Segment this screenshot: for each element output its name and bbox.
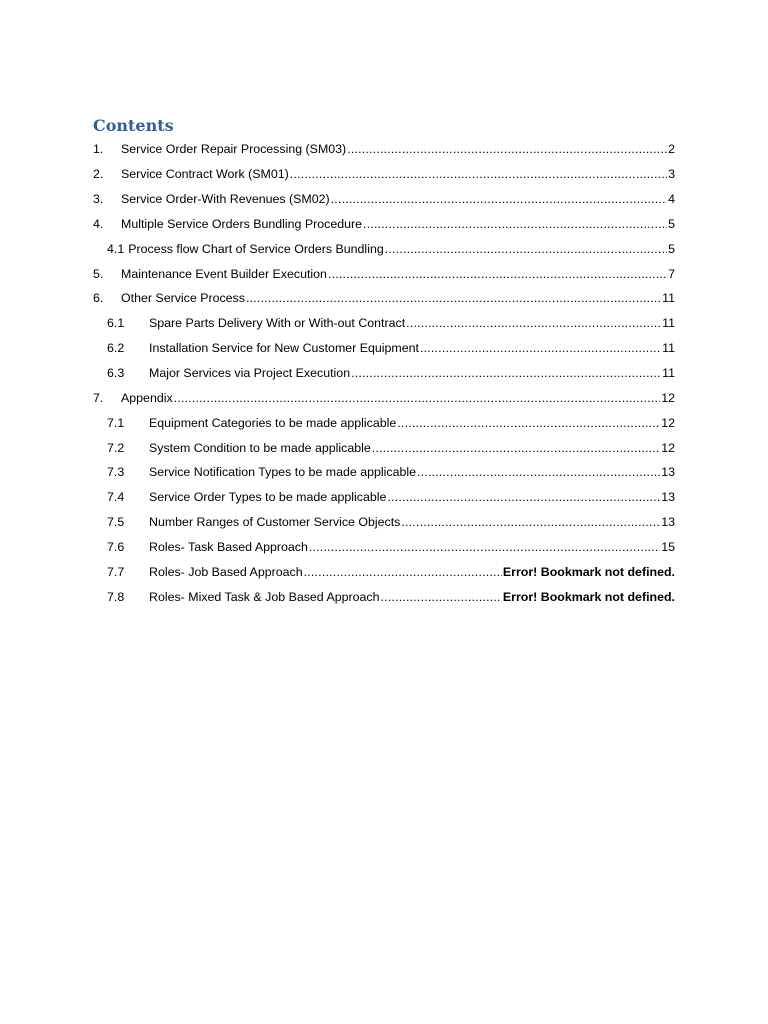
toc-entry-7-1[interactable]	[93, 410, 675, 435]
toc-dot-leader	[397, 416, 660, 430]
toc-entry-page: 13	[661, 490, 675, 505]
toc-entry-number: 1.	[93, 142, 104, 157]
toc-entry-7-5[interactable]	[93, 510, 675, 535]
toc-entry-number: 7.2	[107, 440, 125, 455]
toc-entry-number: 7.6	[107, 539, 125, 554]
toc-dot-leader	[328, 267, 667, 281]
toc-entry-6-1[interactable]	[93, 311, 675, 336]
toc-entry-3[interactable]	[93, 187, 675, 212]
toc-entry-number: 4.1	[107, 241, 125, 256]
toc-entry-number: 7.3	[107, 465, 125, 480]
toc-entry-page: 11	[662, 291, 675, 306]
toc-dot-leader	[385, 242, 667, 256]
toc-entry-page: 13	[661, 465, 675, 480]
toc-entry-page-error: Error! Bookmark not defined.	[502, 589, 675, 604]
toc-entry-7-8[interactable]	[93, 584, 675, 609]
toc-entry-7-7[interactable]	[93, 559, 675, 584]
toc-entry-page: 12	[661, 415, 675, 430]
toc-entry-page: 2	[668, 142, 675, 157]
toc-entry-page: 11	[662, 316, 675, 331]
toc-entry-page: 12	[661, 390, 675, 405]
toc-entry-title: Roles- Task Based Approach	[149, 539, 308, 554]
toc-dot-leader	[290, 167, 667, 181]
toc-entry-page: 11	[662, 341, 675, 356]
toc-entry-number: 7.8	[107, 589, 125, 604]
toc-entry-7-2[interactable]	[93, 435, 675, 460]
toc-entry-title: Multiple Service Orders Bundling Procedure	[121, 216, 363, 231]
toc-entry-title: Spare Parts Delivery With or With-out Contract	[149, 316, 406, 331]
toc-dot-leader	[387, 490, 660, 504]
toc-dot-leader	[331, 192, 667, 206]
toc-entry-7-4[interactable]	[93, 485, 675, 510]
toc-entry-number: 6.	[93, 291, 104, 306]
toc-dot-leader	[381, 590, 502, 604]
toc-entry-page: 5	[668, 216, 675, 231]
toc-dot-leader	[309, 540, 660, 554]
toc-entry-title: Appendix	[121, 390, 173, 405]
toc-entry-title: Installation Service for New Customer Equipment	[149, 341, 419, 356]
toc-entry-number: 7.1	[107, 415, 125, 430]
toc-entry-number: 2.	[93, 167, 104, 182]
toc-entry-page: 15	[661, 539, 675, 554]
toc-entry-number: 4.	[93, 216, 104, 231]
toc-dot-leader	[372, 441, 660, 455]
toc-entry-title: System Condition to be made applicable	[149, 440, 371, 455]
toc-entry-title: Process flow Chart of Service Orders Bundling	[128, 241, 384, 256]
toc-entry-6-3[interactable]	[93, 361, 675, 386]
toc-entry-title: Major Services via Project Execution	[149, 366, 351, 381]
toc-entry-number: 3.	[93, 192, 104, 207]
toc-entry-title: Service Order Types to be made applicable	[149, 490, 387, 505]
toc-dot-leader	[420, 341, 661, 355]
toc-entry-page-error: Error! Bookmark not defined.	[502, 564, 675, 579]
toc-entry-title: Service Notification Types to be made applicable	[149, 465, 417, 480]
toc-entry-page: 11	[662, 366, 675, 381]
toc-dot-leader	[401, 515, 660, 529]
toc-entry-page: 12	[661, 440, 675, 455]
toc-entry-title: Roles- Job Based Approach	[149, 564, 303, 579]
toc-entry-title: Maintenance Event Builder Execution	[121, 266, 327, 281]
toc-entry-number: 5.	[93, 266, 104, 281]
toc-entry-page: 5	[668, 241, 675, 256]
toc-entry-page: 4	[668, 192, 675, 207]
toc-dot-leader	[351, 366, 661, 380]
toc-entry-7-6[interactable]	[93, 535, 675, 560]
toc-entry-title: Other Service Process	[121, 291, 245, 306]
toc-entry-number: 6.2	[107, 341, 125, 356]
toc-dot-leader	[363, 217, 667, 231]
toc-entry-4[interactable]	[93, 212, 675, 237]
toc-dot-leader	[417, 465, 660, 479]
toc-entry-page: 7	[668, 266, 675, 281]
toc-entry-number: 7.7	[107, 564, 125, 579]
toc-entry-5[interactable]	[93, 261, 675, 286]
toc-entry-page: 13	[661, 515, 675, 530]
toc-entry-6-2[interactable]	[93, 336, 675, 361]
toc-entry-number: 7.5	[107, 515, 125, 530]
toc-entry-2[interactable]	[93, 162, 675, 187]
toc-dot-leader	[347, 142, 667, 156]
toc-entry-number: 7.4	[107, 490, 125, 505]
toc-entry-6[interactable]	[93, 286, 675, 311]
toc-entry-title: Service Order Repair Processing (SM03)	[121, 142, 347, 157]
toc-heading: Contents	[93, 116, 174, 135]
toc-entry-title: Service Order-With Revenues (SM02)	[121, 192, 330, 207]
toc-entry-title: Service Contract Work (SM01)	[121, 167, 289, 182]
toc-dot-leader	[304, 565, 502, 579]
toc-dot-leader	[246, 291, 661, 305]
toc-entry-number: 6.3	[107, 366, 125, 381]
toc-entry-7[interactable]	[93, 385, 675, 410]
table-of-contents	[93, 137, 675, 609]
toc-entry-4-1[interactable]	[93, 236, 675, 261]
toc-entry-title: Equipment Categories to be made applicable	[149, 415, 397, 430]
toc-dot-leader	[406, 316, 661, 330]
toc-entry-number: 7.	[93, 390, 104, 405]
toc-entry-7-3[interactable]	[93, 460, 675, 485]
toc-entry-number: 6.1	[107, 316, 125, 331]
toc-entry-page: 3	[668, 167, 675, 182]
toc-entry-title: Roles- Mixed Task & Job Based Approach	[149, 589, 380, 604]
toc-entry-title: Number Ranges of Customer Service Objects	[149, 515, 401, 530]
toc-entry-1[interactable]	[93, 137, 675, 162]
toc-dot-leader	[174, 391, 661, 405]
